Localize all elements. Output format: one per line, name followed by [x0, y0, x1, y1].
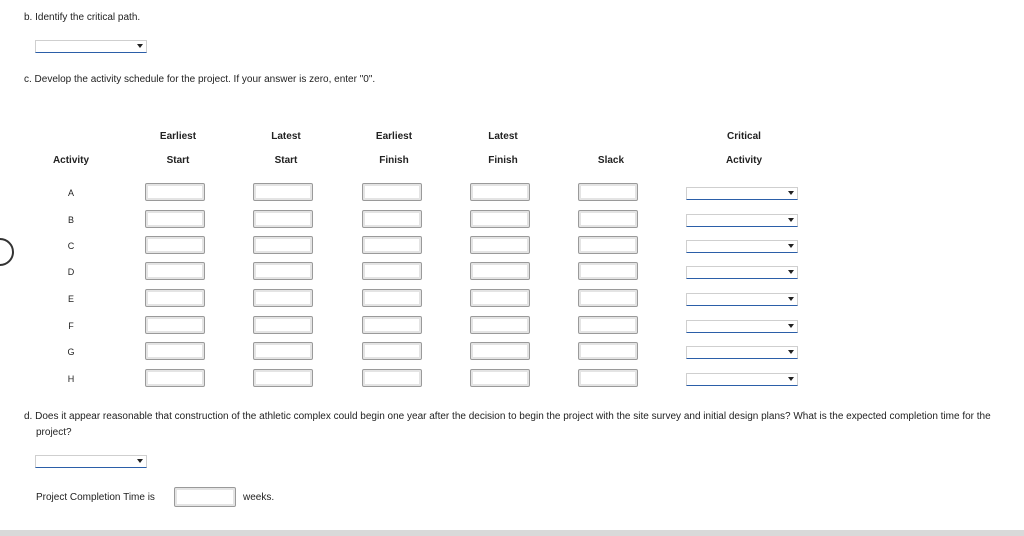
- latest-finish-input[interactable]: [470, 236, 530, 254]
- chevron-down-icon: [788, 244, 794, 248]
- slack-input[interactable]: [578, 262, 638, 280]
- critical-activity-select[interactable]: [686, 214, 798, 227]
- chevron-down-icon: [788, 297, 794, 301]
- latest-finish-input[interactable]: [470, 316, 530, 334]
- latest-finish-input[interactable]: [470, 369, 530, 387]
- activity-label: C: [67, 241, 75, 251]
- part-c-prompt: c. Develop the activity schedule for the project. If your answer is zero, enter "0".: [24, 74, 376, 85]
- earliest-finish-input[interactable]: [362, 342, 422, 360]
- part-d-prompt: [24, 409, 1020, 441]
- earliest-finish-input[interactable]: [362, 289, 422, 307]
- chevron-down-icon: [788, 324, 794, 328]
- latest-start-input[interactable]: [253, 236, 313, 254]
- latest-start-input[interactable]: [253, 342, 313, 360]
- critical-activity-select[interactable]: [686, 187, 798, 200]
- header-earliest-start-2: Start: [166, 155, 190, 166]
- latest-finish-input[interactable]: [470, 262, 530, 280]
- completion-label: Project Completion Time is: [36, 492, 155, 503]
- header-earliest-finish-1: Earliest: [375, 131, 413, 142]
- completion-time-input[interactable]: [174, 487, 236, 507]
- slack-input[interactable]: [578, 236, 638, 254]
- horizontal-scrollbar[interactable]: [0, 530, 1024, 536]
- chevron-down-icon: [788, 377, 794, 381]
- earliest-finish-input[interactable]: [362, 262, 422, 280]
- header-latest-start-2: Start: [274, 155, 298, 166]
- slack-input[interactable]: [578, 316, 638, 334]
- reasonable-select[interactable]: [35, 455, 147, 468]
- chevron-down-icon: [788, 270, 794, 274]
- latest-start-input[interactable]: [253, 289, 313, 307]
- slack-input[interactable]: [578, 210, 638, 228]
- critical-activity-select[interactable]: [686, 240, 798, 253]
- header-critical-2: Activity: [725, 155, 763, 166]
- earliest-start-input[interactable]: [145, 210, 205, 228]
- completion-unit: weeks.: [243, 492, 275, 503]
- header-latest-finish-2: Finish: [488, 155, 518, 166]
- chevron-down-icon: [137, 44, 143, 48]
- header-slack: Slack: [597, 155, 625, 166]
- earliest-start-input[interactable]: [145, 342, 205, 360]
- side-circle-indicator: [0, 238, 14, 266]
- header-earliest-start-1: Earliest: [159, 131, 197, 142]
- activity-label: B: [67, 215, 74, 225]
- slack-input[interactable]: [578, 183, 638, 201]
- earliest-start-input[interactable]: [145, 369, 205, 387]
- critical-activity-select[interactable]: [686, 293, 798, 306]
- chevron-down-icon: [788, 218, 794, 222]
- latest-finish-input[interactable]: [470, 342, 530, 360]
- header-activity: Activity: [52, 155, 90, 166]
- activity-label: A: [67, 188, 74, 198]
- earliest-finish-input[interactable]: [362, 316, 422, 334]
- part-d-prompt-text: d. Does it appear reasonable that construction of the athletic complex could begin one year after the decision to begin the project with the site survey and initial design plans? What is the expected completion time for the project?: [24, 411, 991, 438]
- critical-path-select[interactable]: [35, 40, 147, 53]
- activity-label: G: [67, 347, 75, 357]
- latest-start-input[interactable]: [253, 183, 313, 201]
- slack-input[interactable]: [578, 342, 638, 360]
- latest-finish-input[interactable]: [470, 210, 530, 228]
- earliest-start-input[interactable]: [145, 289, 205, 307]
- earliest-start-input[interactable]: [145, 316, 205, 334]
- slack-input[interactable]: [578, 289, 638, 307]
- part-b-prompt: b. Identify the critical path.: [24, 12, 141, 23]
- latest-start-input[interactable]: [253, 369, 313, 387]
- critical-activity-select[interactable]: [686, 266, 798, 279]
- earliest-start-input[interactable]: [145, 183, 205, 201]
- earliest-start-input[interactable]: [145, 262, 205, 280]
- chevron-down-icon: [137, 459, 143, 463]
- activity-label: F: [68, 321, 74, 331]
- latest-start-input[interactable]: [253, 210, 313, 228]
- critical-activity-select[interactable]: [686, 373, 798, 386]
- latest-start-input[interactable]: [253, 262, 313, 280]
- earliest-start-input[interactable]: [145, 236, 205, 254]
- chevron-down-icon: [788, 350, 794, 354]
- latest-start-input[interactable]: [253, 316, 313, 334]
- earliest-finish-input[interactable]: [362, 236, 422, 254]
- header-latest-finish-1: Latest: [488, 131, 518, 142]
- activity-label: H: [67, 374, 75, 384]
- activity-label: E: [67, 294, 74, 304]
- latest-finish-input[interactable]: [470, 183, 530, 201]
- header-earliest-finish-2: Finish: [379, 155, 409, 166]
- critical-activity-select[interactable]: [686, 320, 798, 333]
- earliest-finish-input[interactable]: [362, 183, 422, 201]
- latest-finish-input[interactable]: [470, 289, 530, 307]
- critical-activity-select[interactable]: [686, 346, 798, 359]
- slack-input[interactable]: [578, 369, 638, 387]
- earliest-finish-input[interactable]: [362, 210, 422, 228]
- header-critical-1: Critical: [727, 131, 761, 142]
- chevron-down-icon: [788, 191, 794, 195]
- header-latest-start-1: Latest: [271, 131, 301, 142]
- activity-label: D: [67, 267, 75, 277]
- earliest-finish-input[interactable]: [362, 369, 422, 387]
